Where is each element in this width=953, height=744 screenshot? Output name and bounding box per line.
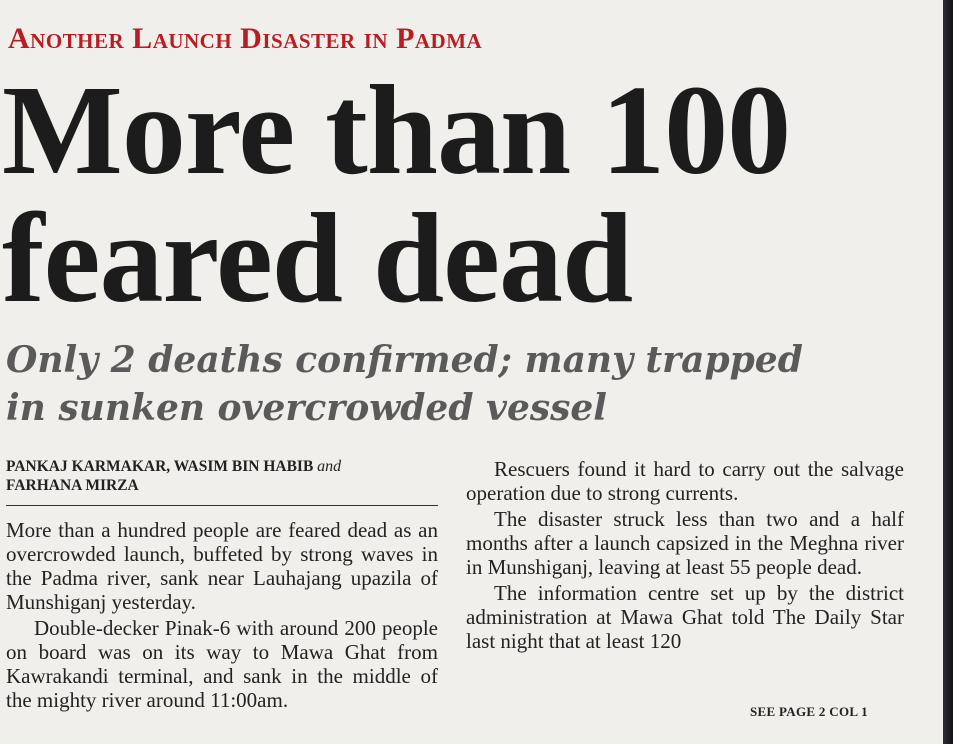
article-column-2: [466, 457, 904, 655]
headline-line-2: feared dead: [2, 187, 633, 329]
page-edge: [943, 0, 953, 744]
article-column-1: [6, 518, 438, 714]
byline-divider: [6, 505, 438, 506]
byline: [6, 457, 436, 495]
paragraph: Double-decker Pinak-6 with around 200 people on board was on its way to Mawa Ghat from Kawrakandi terminal, and sank in the middle of the mighty river around 11:00am.: [6, 616, 438, 712]
kicker-headline: Another Launch Disaster in Padma: [8, 22, 483, 55]
byline-and: and: [317, 458, 342, 475]
byline-names-1: PANKAJ KARMAKAR, WASIM BIN HABIB: [6, 458, 314, 475]
continued-jump-line: SEE PAGE 2 COL 1: [750, 704, 868, 719]
paragraph: Rescuers found it hard to carry out the salvage operation due to strong currents.: [466, 457, 904, 505]
deck-line-1: Only 2 deaths confirmed; many trapped: [6, 339, 803, 381]
headline-line-1: More than 100: [2, 59, 791, 201]
byline-names-2: FARHANA MIRZA: [6, 477, 139, 494]
main-headline: [2, 59, 922, 329]
paragraph: The information centre set up by the district administration at Mawa Ghat told The Daily Star last night that at least 120: [466, 581, 904, 653]
deck-subheadline: [6, 336, 906, 432]
deck-line-2: in sunken overcrowded vessel: [6, 387, 607, 429]
paragraph: More than a hundred people are feared dead as an overcrowded launch, buffeted by strong waves in the Padma river, sank near Lauhajang upazila of Munshiganj yesterday.: [6, 518, 438, 614]
paragraph: The disaster struck less than two and a half months after a launch capsized in the Meghna river in Munshiganj, leaving at least 55 people dead.: [466, 507, 904, 579]
